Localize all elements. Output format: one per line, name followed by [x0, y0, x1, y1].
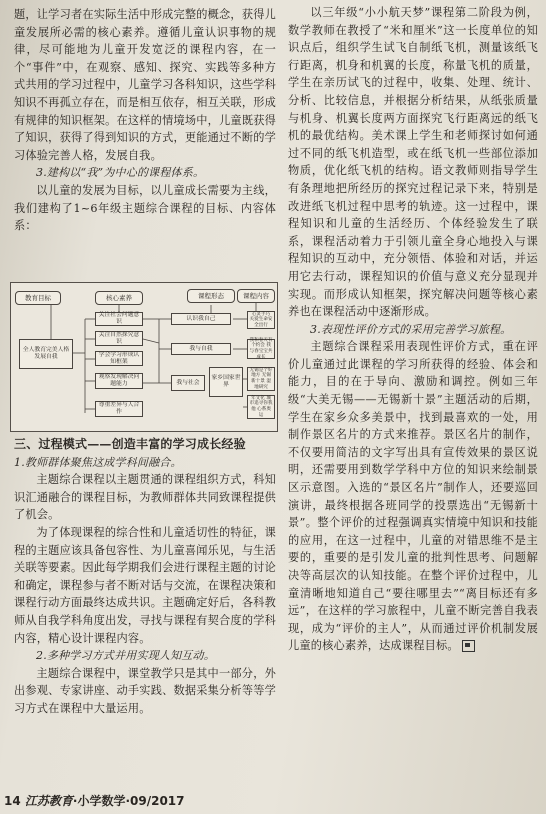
diagram-form-box: 认识我自己: [171, 313, 231, 325]
diagram-header-literacy: 核心素养: [95, 291, 143, 305]
paragraph: [288, 338, 538, 655]
issue-info: ·小学数学·09/2017: [72, 794, 185, 808]
diagram-literacy-box: 关注社会问题意识: [95, 312, 143, 326]
paragraph: 以三年级“小小航天梦”课程第二阶段为例，数学教师在教授了“米和厘米”这一长度单位的知识点后，组织学生试飞自制纸飞机，测量该纸飞行距离，机身和机翼的长度，称量飞机的质量，学生在亲历试飞的过程中，收集、处理、统计、分析、比较信息，并根据分析结果，从纸张质量与机身、机翼长度两方面探究飞行距离远的纸飞机的最优结构。美术课上学生和老师探讨如何通过不同的纸飞机造型，或在纸飞机一些部位添加物质，优化纸飞机的结构。语文教师则指导学生有条理地把所经历的探究过程记录下来，特别是改进纸飞机过程中思考的轨迹。这一过程中，课程知识和儿童的生活经历、个体经验发生了联系，课程活动着力于引领儿童全身心地投入与课程知识的互动中，充分领悟、体验和对话，并运用它去行动，课程知识的价值与意义充分显现并实现。而形成认知框架，探究解决问题等核心素养也在课程活动中逐渐形成。: [288, 6, 538, 319]
page-footer: [4, 792, 185, 809]
diagram-content-box: 无锡是个好地方 无锡新十景 湿地研究: [247, 367, 275, 391]
subheading: 1.教师群体聚焦这成学科间融合。: [14, 455, 182, 469]
diagram-goal-box: 全人教育完美人格发展自我: [19, 339, 73, 369]
paragraph: 题，让学习者在实际生活中形成完整的概念，获得儿童发展所必需的核心素养。遵循儿童认识事物的规律，尽可能地为儿童开发宽泛的课程内容，在一个“事件”中，在观察、感知、探究、实践等多种方式共用的学习过程中，儿童学习各科知识，这些学科知识不再孤立存在，而是相互依存，相互关联，形成有规律的知识框架。在这样的情境场中，儿童既获得了知识，获得了得到知识的方式，更能通过不断的学习体验完善人格，发展自我。: [14, 8, 276, 162]
right-column: [288, 4, 538, 655]
diagram-header-form: 课程形态: [187, 289, 235, 303]
left-column-lower: [14, 436, 276, 718]
diagram-content-box: 心灵手巧 关爱生命安全出行: [247, 311, 275, 329]
magazine-name: 江苏教育: [24, 794, 73, 808]
paragraph: 主题综合课程中，课堂教学只是其中一部分，外出参观、专家讲座、动手实践、数据采集分析等等学习方式在课程中大量运用。: [14, 666, 276, 715]
paragraph: 为了体现课程的综合性和儿童适切性的特征，课程的主题应该具备包容性、为儿童喜闻乐见，与生活关联等要素。因此每学期我们会进行课程主题的讨论和确定，课程参与者不断对话与交流，在课程决策和课程行动方面最终达成共识。主题确定好后，各科教师从自我学科角度出发，寻找与课程有契合度的学科内容，精心设计课程内容。: [14, 525, 276, 645]
paragraph-text: 主题综合课程采用表现性评价方式，重在评价儿童通过此课程的学习所获得的经验、体会和能力，目的在于导向、激励和调控。例如三年级“大美无锡——无锡新十景”主题活动的后期，学生在家乡众多美景中，找到最喜欢的一处，用制作景区名片的方式来推荐。景区名片的制作，不仅要用简洁的文字写出具有宣传效果的景区说明，还需要用到数学学科中方位的知识来绘制景区示意图。入选的“景区名片”制作人，还要巡回演讲，最终根据各班同学的投票选出“无锡新十景”。整个评价的过程强调真实情境中知识和技能的应用，在这一过程中，儿童的对错思维不是主要的，重要的是引发儿童的批判性思考、问题解决等高层次的认知技能。在整个评价过程中，儿童清晰地知道自己“要往哪里去”“离目标还有多远”，在这样的学习旅程中，儿童不断完善自我表现，成为“评价的主人”，从而通过评价机制发展儿童的核心素养，达成课程目标。: [288, 340, 538, 653]
curriculum-diagram: [10, 282, 278, 432]
diagram-form-box: 我与自我: [171, 343, 231, 355]
diagram-header-goal: 教育目标: [15, 291, 61, 305]
diagram-literacy-box: 尊重差异与人合作: [95, 401, 143, 417]
subheading: 3.表现性评价方式的采用完善学习旅程。: [310, 322, 512, 336]
diagram-literacy-box: 学会学习形成认知框架: [95, 351, 143, 366]
end-mark-icon: [462, 640, 475, 652]
paragraph: 以儿童的发展为目标，以儿童成长需要为主线，我们建构了1~6年级主题综合课程的目标、内容体系：: [14, 183, 276, 233]
page-number: 14: [4, 794, 21, 808]
diagram-literacy-box: 观察发现解决问题能力: [95, 373, 143, 389]
diagram-content-box: 年文化 城市追寻你我他 心系奥运: [247, 395, 275, 419]
diagram-header-content: 课程内容: [237, 289, 275, 303]
diagram-form-box: 家乡国家世界: [209, 367, 243, 397]
left-column: [14, 6, 276, 235]
diagram-form-box: 我与社会: [171, 375, 205, 391]
diagram-content-box: 我和春天有个约会 我与春宝宝共成长: [247, 339, 275, 359]
subheading: 2.多种学习方式并用实现人知互动。: [36, 649, 215, 663]
section-title: 三、过程模式——创造丰富的学习成长经验: [14, 437, 246, 451]
subheading: 3.建构以“我”为中心的课程体系。: [36, 166, 205, 180]
paragraph: 主题综合课程以主题贯通的课程组织方式，科知识汇通融合的课程目标，为教师群体共同致课程提供了机会。: [14, 473, 276, 522]
diagram-literacy-box: 关注自然探究意识: [95, 331, 143, 346]
